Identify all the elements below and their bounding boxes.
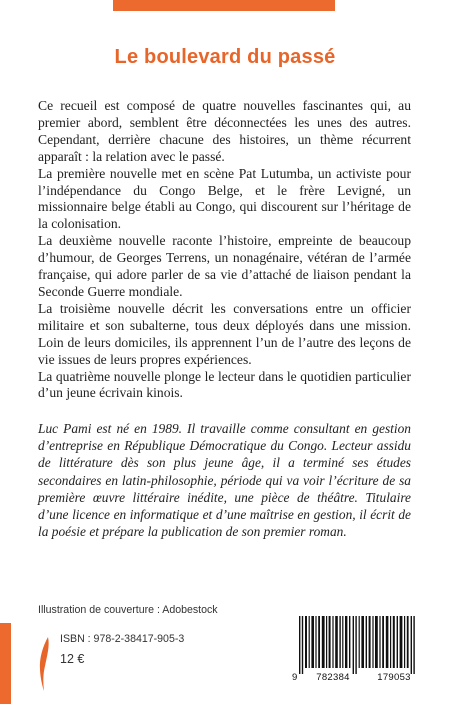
barcode-digits-right: 179053: [377, 672, 411, 683]
summary-paragraph: La deuxième nouvelle raconte l’histoire, empreinte de beaucoup d’humour, de Georges Terrens, un nonagénaire, vétéran de l’armée française, qui adore parler de sa vie d’attaché de liaison pendant la Seconde Guerre mondiale.: [38, 233, 411, 299]
quill-flame-icon: [37, 636, 51, 692]
barcode-digits-left: 782384: [316, 672, 350, 683]
summary-paragraph: Ce recueil est composé de quatre nouvelles fascinantes qui, au premier abord, semblent être déconnectées les unes des autres. Cependant, derrière chacune des histoires, un thème récurrent apparaît : la relation avec le passé.: [38, 98, 411, 164]
cover-credit: Illustration de couverture : Adobestock: [38, 604, 218, 616]
barcode: [292, 613, 422, 686]
book-title: Le boulevard du passé: [114, 46, 336, 68]
summary-paragraph: La quatrième nouvelle plonge le lecteur dans le quotidien particulier d’un jeune écrivain kinois.: [38, 368, 411, 401]
barcode-digits: [292, 672, 422, 683]
summary-paragraph: La troisième nouvelle décrit les conversations entre un officier militaire et son subalterne, tous deux déployés dans une mission. Loin de leurs domiciles, ils apprennent l’un de l’autre des leçons de vie issues de leurs propres expériences.: [38, 300, 411, 367]
isbn: ISBN : 978-2-38417-905-3: [60, 633, 185, 645]
book-summary: [38, 98, 411, 402]
barcode-bars: [299, 616, 415, 674]
top-accent-bar: [113, 0, 335, 11]
summary-paragraph: La première nouvelle met en scène Pat Lutumba, un activiste pour l’indépendance du Congo Belge, et le frère Levigné, un missionnaire belge établi au Congo, qui discourent sur l’héritage de la colonisation.: [38, 165, 411, 232]
barcode-digit-first: 9: [292, 672, 298, 683]
bottom-left-accent-bar: [0, 623, 11, 704]
author-bio: Luc Pami est né en 1989. Il travaille comme consultant en gestion d’entreprise en République Démocratique du Congo. Lecteur assidu de littérature dès son plus jeune âge, il a terminé ses études secondaires en latin-philosophie, période qui va voir l’écriture de sa première œuvre littéraire inédite, une pièce de théâtre. Titulaire d’une licence en informatique et d’une maîtrise en gestion, il écrit de la poésie et prépare la publication de son premier roman.: [38, 421, 411, 540]
price: 12 €: [60, 652, 85, 666]
